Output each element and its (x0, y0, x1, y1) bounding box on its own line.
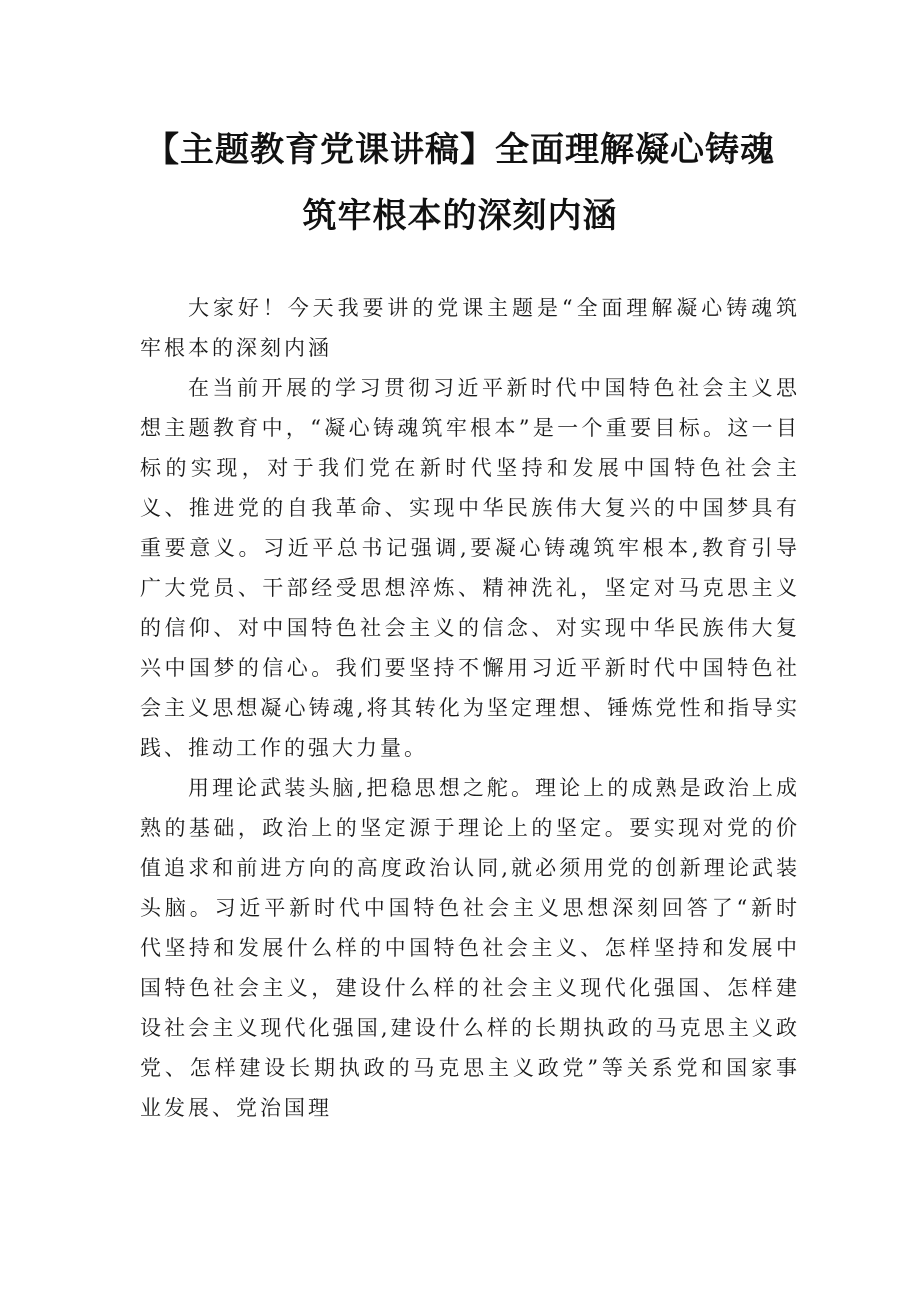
document-title-line-2: 筑牢根本的深刻内涵 (302, 196, 618, 236)
document-body (140, 288, 800, 1128)
document-title-line-1: 【主题教育党课讲稿】全面理解凝心铸魂 (145, 130, 775, 170)
paragraph-greeting: 大家好！今天我要讲的党课主题是“全面理解凝心铸魂筑牢根本的深刻内涵 (140, 296, 800, 360)
paragraph-theory: 用理论武装头脑,把稳思想之舵。理论上的成熟是政治上成熟的基础，政治上的坚定源于理论上的坚定。要实现对党的价值追求和前进方向的高度政治认同,就必须用党的创新理论武装头脑。习近平新时代中国特色社会主义思想深刻回答了“新时代坚持和发展什么样的中国特色社会主义、怎样坚持和发展中国特色社会主义，建设什么样的社会主义现代化强国、怎样建设社会主义现代化强国,建设什么样的长期执政的马克思主义政党、怎样建设长期执政的马克思主义政党”等关系党和国家事业发展、党治国理 (140, 776, 800, 1120)
paragraph-context: 在当前开展的学习贯彻习近平新时代中国特色社会主义思想主题教育中，“凝心铸魂筑牢根本”是一个重要目标。这一目标的实现，对于我们党在新时代坚持和发展中国特色社会主义、推进党的自我革命、实现中华民族伟大复兴的中国梦具有重要意义。习近平总书记强调,要凝心铸魂筑牢根本,教育引导广大党员、干部经受思想淬炼、精神洗礼，坚定对马克思主义的信仰、对中国特色社会主义的信念、对实现中华民族伟大复兴中国梦的信心。我们要坚持不懈用习近平新时代中国特色社会主义思想凝心铸魂,将其转化为坚定理想、锤炼党性和指导实践、推动工作的强大力量。 (140, 376, 800, 760)
